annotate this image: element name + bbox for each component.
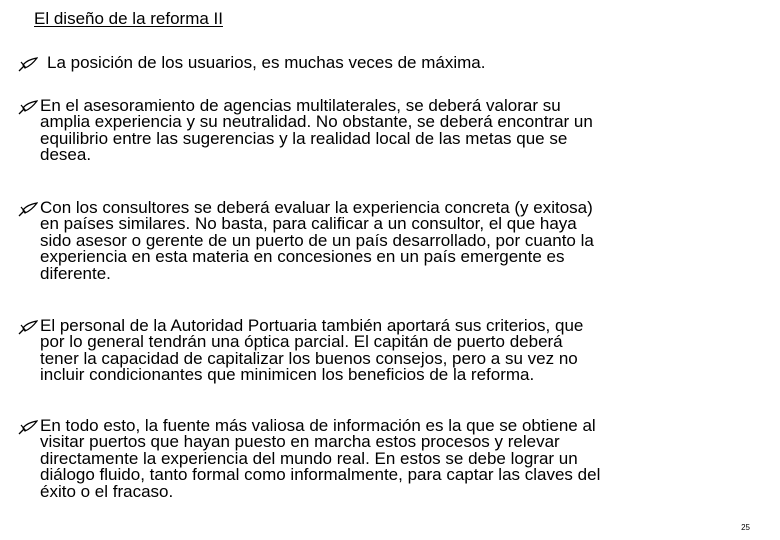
pen-nib-icon [18,57,38,73]
pen-nib-icon [18,420,38,436]
bullet-item [18,55,748,71]
pen-nib-icon [18,100,38,116]
bullet-item [18,418,748,500]
page-title: El diseño de la reforma II [34,9,223,28]
pen-nib-icon [18,320,38,336]
pen-nib-icon [18,202,38,218]
page-number: 25 [741,523,750,532]
bullet-text: La posición de los usuarios, es muchas veces de máxima. [47,53,486,72]
bullet-item [18,318,748,384]
bullet-text: En el asesoramiento de agencias multilaterales, se deberá valorar su amplia experiencia y su neutralidad. No obstante, se deberá encontrar un equilibrio entre las sugerencias y la realidad local de las metas que se desea. [40,96,593,165]
bullet-item [18,98,748,164]
bullet-item [18,200,748,282]
bullet-text: En todo esto, la fuente más valiosa de información es la que se obtiene al visitar puertos que hayan puesto en marcha estos procesos y relevar directamente la experiencia del mundo real. En estos se debe lograr un diálogo fluido, tanto formal como informalmente, para captar las claves del éxito o el fracaso. [40,416,601,501]
bullet-text: El personal de la Autoridad Portuaria también aportará sus criterios, que por lo general tendrán una óptica parcial. El capitán de puerto deberá tener la capacidad de capitalizar los buenos consejos, pero a su vez no incluir condicionantes que minimicen los beneficios de la reforma. [40,316,584,385]
bullet-text: Con los consultores se deberá evaluar la experiencia concreta (y exitosa) en países similares. No basta, para calificar a un consultor, el que haya sido asesor o gerente de un puerto de un país desarrollado, por cuanto la experiencia en esta materia en concesiones en un país emergente es diferente. [40,198,594,283]
